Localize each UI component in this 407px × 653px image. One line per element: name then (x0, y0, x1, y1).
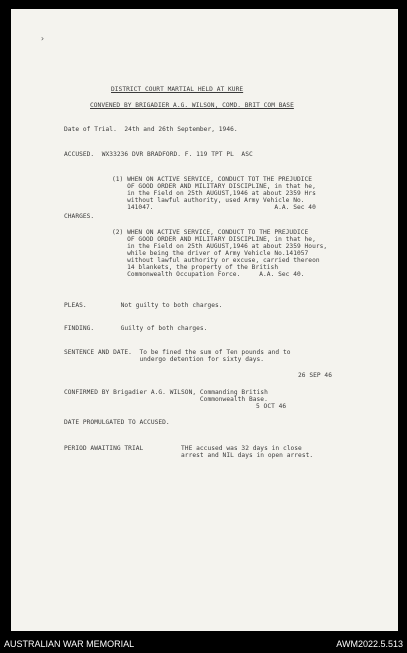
charge-1-line: OF GOOD ORDER AND MILITARY DISCIPLINE, in that he, (112, 183, 316, 190)
charge-1-line: in the Field on 25th AUGUST,1946 at about 2359 Hrs (112, 190, 316, 197)
document-sheet (11, 9, 398, 631)
accused-line: ACCUSED. WX33236 DVR BRADFORD. F. 119 TPT PL ASC (64, 151, 253, 158)
charge-2-line: Commonwealth Occupation Force. A.A. Sec 40. (112, 271, 305, 278)
footer-catalog-number: AWM2022.5.513 (336, 639, 403, 649)
confirmed-line: Commonwealth Base. (64, 396, 268, 403)
charge-2-line: OF GOOD ORDER AND MILITARY DISCIPLINE, in that he, (112, 236, 316, 243)
period-awaiting-line: PERIOD AWAITING TRIAL THE accused was 32 days in close (64, 445, 302, 452)
date-of-trial: Date of Trial. 24th and 26th September, 1946. (64, 126, 238, 133)
header-title: DISTRICT COURT MARTIAL HELD AT KURE (111, 86, 244, 93)
charge-2-line: in the Field on 25th AUGUST,1946 at about 2359 Hours, (112, 243, 328, 250)
sentence-date-stamp: 26 SEP 46 (298, 372, 332, 379)
period-awaiting-line: arrest and NIL days in open arrest. (64, 452, 314, 459)
charge-2-line: 14 blankets, the property of the British (112, 264, 279, 271)
confirmed-date-stamp: 5 OCT 46 (256, 403, 287, 410)
punch-mark: › (40, 34, 45, 43)
charge-1-line: 141047. A.A. Sec 40 (112, 204, 316, 211)
confirmed-line: CONFIRMED BY Brigadier A.G. WILSON, Commanding British (64, 389, 268, 396)
charge-2-line: without lawful authority or excuse, carried thereon (112, 257, 320, 264)
sentence-line: SENTENCE AND DATE. To be fined the sum of Ten pounds and to (64, 349, 291, 356)
charge-2-line: while being the driver of Army Vehicle No.141057 (112, 250, 309, 257)
pleas-line: PLEAS. Not guilty to both charges. (64, 302, 223, 309)
charge-2-line: (2) WHEN ON ACTIVE SERVICE, CONDUCT TO THE PREJUDICE (112, 229, 309, 236)
header-convened: CONVENED BY BRIGADIER A.G. WILSON, COMD. BRIT COM BASE (90, 102, 294, 109)
charge-1-line: (1) WHEN ON ACTIVE SERVICE, CONDUCT TOT THE PREJUDICE (112, 176, 313, 183)
sentence-line: undergo detention for sixty days. (64, 356, 265, 363)
charges-label: CHARGES. (64, 213, 95, 220)
finding-line: FINDING. Guilty of both charges. (64, 325, 208, 332)
footer-source: AUSTRALIAN WAR MEMORIAL (4, 639, 135, 649)
promulgated-line: DATE PROMULGATED TO ACCUSED. (64, 419, 170, 426)
charge-1-line: without lawful authority, used Army Vehicle No. (112, 197, 305, 204)
